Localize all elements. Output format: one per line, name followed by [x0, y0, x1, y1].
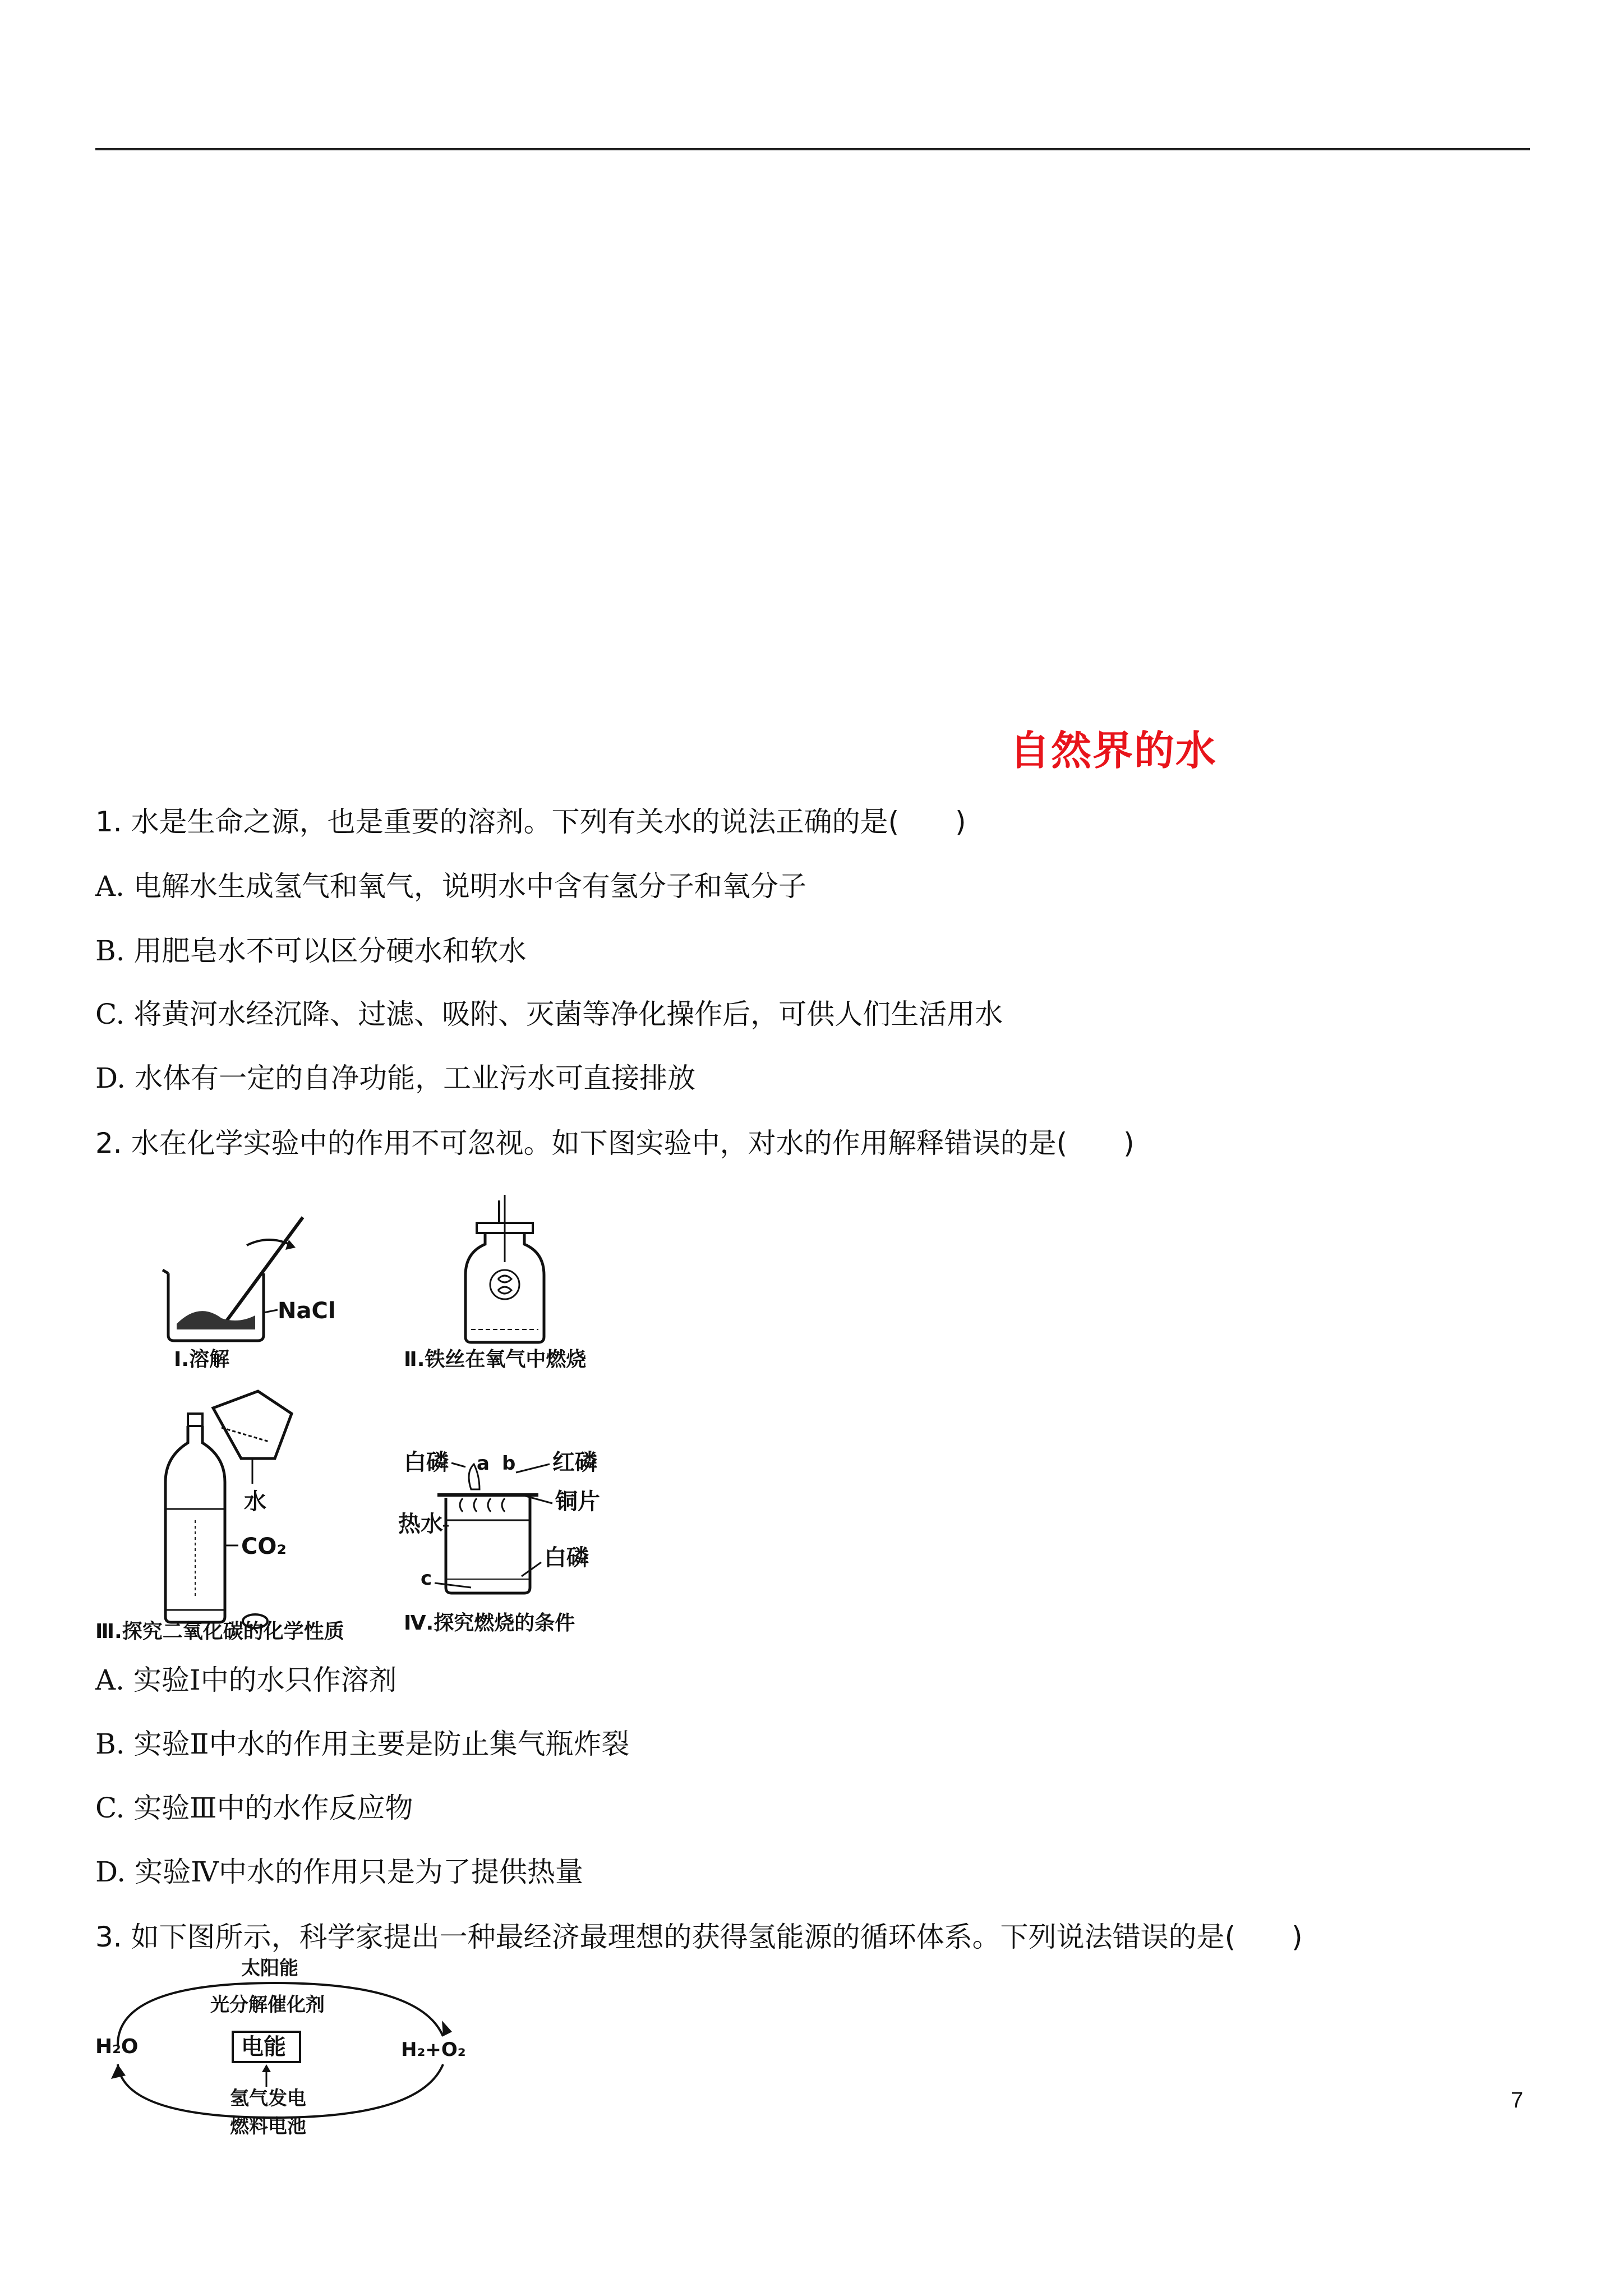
label-water-formula: H₂O [95, 2035, 139, 2058]
label-white-phosphorus-top: 白磷 [404, 1450, 449, 1475]
label-nacl: NaCl [278, 1298, 336, 1324]
spark-icon [490, 1270, 519, 1299]
steam-icon [460, 1498, 505, 1512]
figure-iron-burning [393, 1195, 662, 1374]
label-c: c [421, 1567, 432, 1590]
q2-stem: 2. 水在化学实验中的作用不可忽视。如下图实验中，对水的作用解释错误的是( ) [95, 1127, 1135, 1159]
page-number: 7 [1511, 2088, 1524, 2113]
q1-stem: 1. 水是生命之源，也是重要的溶剂。下列有关水的说法正确的是( ) [95, 806, 966, 838]
label-white-phosphorus-bottom: 白磷 [544, 1545, 589, 1571]
q2-option-d: D. 实验Ⅳ中水的作用只是为了提供热量 [95, 1856, 584, 1888]
label-solar-energy: 太阳能 [241, 1957, 298, 1980]
pouring-beaker-icon [213, 1391, 292, 1458]
plastic-bottle-icon [165, 1426, 225, 1622]
label-copper: 铜片 [555, 1489, 600, 1515]
hydrogen-cycle-diagram [84, 1952, 488, 2137]
label-hot-water: 热水 [398, 1511, 443, 1537]
label-b: b [502, 1452, 516, 1475]
q1-option-b: B. 用肥皂水不可以区分硬水和软水 [95, 935, 527, 967]
caption-fig4: Ⅳ.探究燃烧的条件 [404, 1612, 575, 1635]
label-co2: CO₂ [241, 1534, 287, 1559]
q1-option-a: A. 电解水生成氢气和氧气，说明水中含有氢分子和氧分子 [95, 870, 806, 903]
q2-option-c: C. 实验Ⅲ中的水作反应物 [95, 1792, 413, 1824]
label-fuel-cell-1: 氢气发电 [230, 2087, 306, 2110]
q3-stem: 3. 如下图所示，科学家提出一种最经济最理想的获得氢能源的循环体系。下列说法错误的是( ) [95, 1921, 1303, 1953]
label-red-phosphorus: 红磷 [552, 1450, 597, 1475]
label-fuel-cell-2: 燃料电池 [230, 2115, 306, 2137]
caption-fig2: Ⅱ.铁丝在氧气中燃烧 [404, 1348, 587, 1371]
label-water: 水 [244, 1489, 266, 1515]
q1-option-d: D. 水体有一定的自净功能，工业污水可直接排放 [95, 1062, 696, 1094]
label-electric-energy: 电能 [241, 2034, 286, 2060]
nacl-solid-icon [177, 1311, 255, 1329]
q2-option-b: B. 实验Ⅱ中水的作用主要是防止集气瓶炸裂 [95, 1728, 630, 1760]
caption-fig1: Ⅰ.溶解 [174, 1348, 230, 1371]
label-a: a [477, 1452, 490, 1475]
beaker-icon [168, 1273, 264, 1341]
header-rule [95, 148, 1530, 150]
q2-option-a: A. 实验Ⅰ中的水只作溶剂 [95, 1664, 397, 1696]
page-title: 自然界的水 [1009, 727, 1218, 774]
label-products: H₂+O₂ [401, 2039, 466, 2061]
bottle-cap-icon [188, 1414, 202, 1426]
figure-dissolving [84, 1212, 398, 1374]
figure-co2-bottle [84, 1374, 387, 1644]
label-catalyst: 光分解催化剂 [210, 1994, 325, 2016]
q1-option-c: C. 将黄河水经沉降、过滤、吸附、灭菌等净化操作后，可供人们生活用水 [95, 998, 1003, 1030]
figure-combustion [393, 1436, 684, 1649]
caption-fig3: Ⅲ.探究二氧化碳的化学性质 [95, 1620, 344, 1643]
